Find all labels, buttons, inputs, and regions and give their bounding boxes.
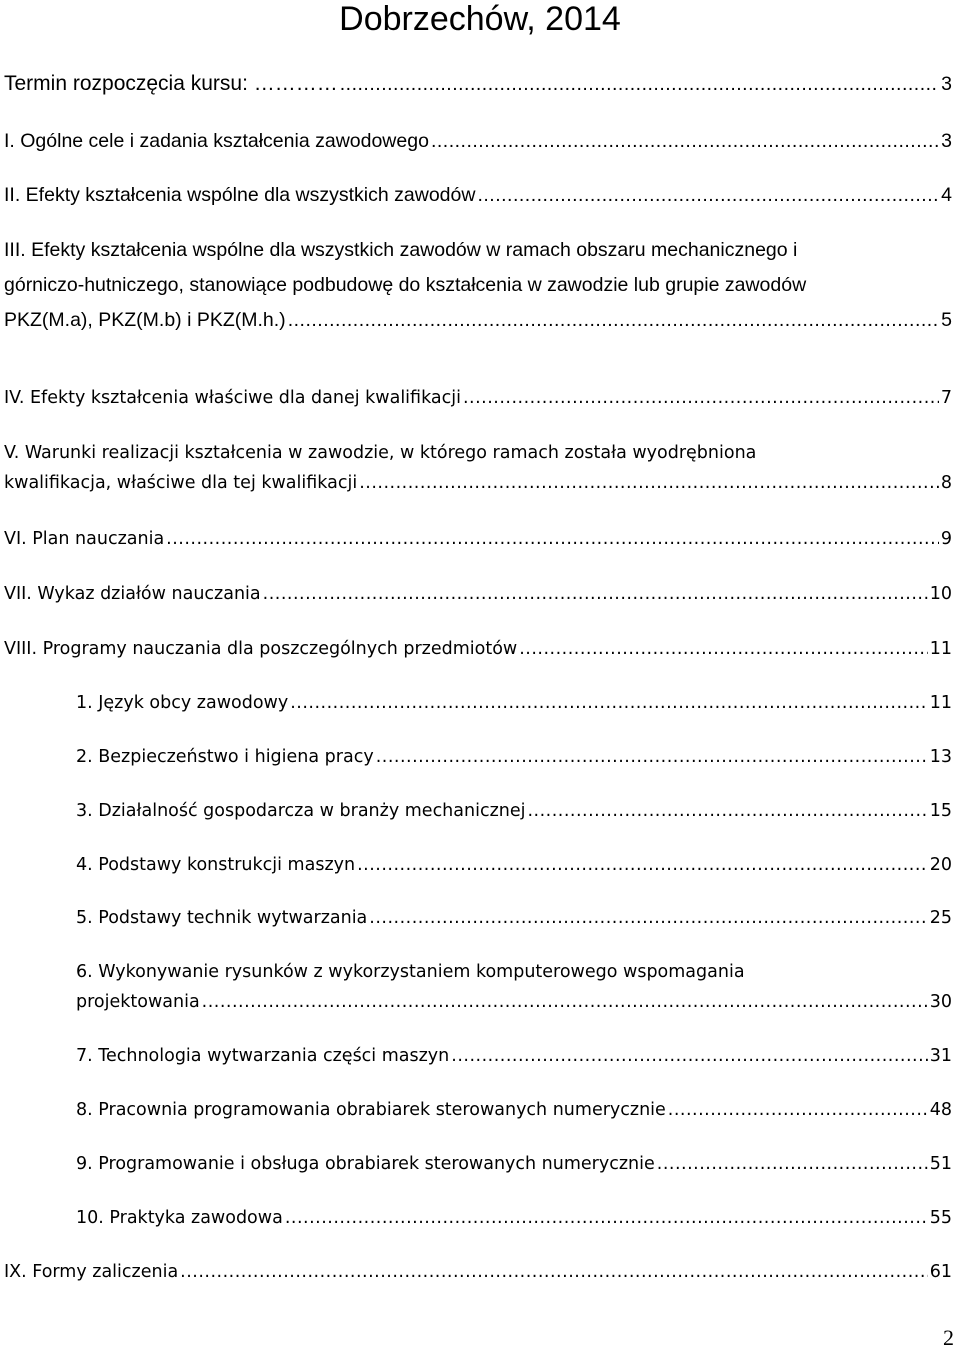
toc-page-number: 30	[929, 992, 952, 1012]
toc-leader	[202, 991, 928, 1013]
toc-entry-label-line: górniczo-hutniczego, stanowiące podbudowę do kształcenia w zawodzie lub grupie zawodów	[4, 274, 807, 296]
toc-entry-label: 9. Programowanie i obsługa obrabiarek sterowanych numerycznie	[76, 1154, 655, 1174]
toc-page-number: 11	[929, 693, 952, 713]
toc-entry-section-v[interactable]	[4, 442, 952, 494]
toc-subentry-3[interactable]	[76, 800, 952, 822]
toc-page-number: 10	[929, 584, 952, 604]
toc-entry-label: VII. Wykaz działów nauczania	[4, 584, 261, 604]
toc-leader	[369, 907, 927, 929]
toc-subentry-7[interactable]	[76, 1045, 952, 1067]
toc-leader	[340, 73, 939, 95]
toc-entry-label: VIII. Programy nauczania dla poszczególnych przedmiotów	[4, 639, 518, 659]
toc-entry-label: VI. Plan nauczania	[4, 529, 165, 549]
toc-subentry-4[interactable]	[76, 854, 952, 876]
toc-entry-label: IV. Efekty kształcenia właściwe dla danej kwalifikacji	[4, 388, 461, 408]
toc-entry-section-ix[interactable]	[4, 1261, 952, 1283]
toc-entry-label: 1. Język obcy zawodowy	[76, 693, 289, 713]
toc-entry-start-date[interactable]	[4, 73, 952, 95]
toc-leader	[431, 130, 939, 152]
toc-leader	[359, 472, 939, 494]
toc-leader	[477, 184, 939, 206]
toc-entry-label: II. Efekty kształcenia wspólne dla wszystkich zawodów	[4, 184, 476, 206]
toc-entry-label-line: projektowania	[76, 992, 200, 1012]
toc-entry-label: 10. Praktyka zawodowa	[76, 1208, 283, 1228]
toc-page-number: 11	[929, 639, 952, 659]
toc-entry-label: I. Ogólne cele i zadania kształcenia zawodowego	[4, 130, 429, 152]
toc-entry-label: 7. Technologia wytwarzania części maszyn	[76, 1046, 450, 1066]
toc-entry-label: IX. Formy zaliczenia	[4, 1262, 179, 1282]
toc-subentry-5[interactable]	[76, 907, 952, 929]
toc-page-number: 5	[941, 309, 952, 331]
toc-leader	[519, 638, 927, 660]
toc-page-number: 31	[929, 1046, 952, 1066]
toc-entry-label: 2. Bezpieczeństwo i higiena pracy	[76, 747, 374, 767]
toc-page-number: 8	[940, 473, 952, 493]
document-title: Dobrzechów, 2014	[339, 0, 621, 38]
toc-leader	[263, 583, 928, 605]
toc-entry-label: Termin rozpoczęcia kursu: …………	[4, 72, 338, 95]
toc-page-number: 48	[929, 1100, 952, 1120]
toc-page-number: 15	[929, 801, 952, 821]
toc-entry-label-line: PKZ(M.a), PKZ(M.b) i PKZ(M.h.)	[4, 309, 286, 331]
toc-page-number: 55	[929, 1208, 952, 1228]
toc-entry-label: 3. Działalność gospodarcza w branży mechanicznej	[76, 801, 526, 821]
toc-page-number: 61	[929, 1262, 952, 1282]
toc-leader	[376, 746, 928, 768]
toc-leader	[288, 309, 939, 331]
toc-entry-section-viii[interactable]	[4, 638, 952, 660]
toc-leader	[290, 692, 928, 714]
toc-entry-label-line: III. Efekty kształcenia wspólne dla wszystkich zawodów w ramach obszaru mechanicznego i	[4, 239, 798, 261]
toc-entry-section-i[interactable]	[4, 130, 952, 152]
toc-leader	[463, 387, 939, 409]
toc-entry-label-line: kwalifikacja, właściwe dla tej kwalifikacji	[4, 473, 358, 493]
toc-entry-section-iii[interactable]	[4, 239, 952, 331]
toc-leader	[166, 528, 939, 550]
toc-leader	[285, 1207, 928, 1229]
toc-entry-label: 8. Pracownia programowania obrabiarek sterowanych numerycznie	[76, 1100, 666, 1120]
toc-entry-label: 5. Podstawy technik wytwarzania	[76, 908, 368, 928]
toc-page-number: 13	[929, 747, 952, 767]
toc-leader	[657, 1153, 928, 1175]
toc-subentry-8[interactable]	[76, 1099, 952, 1121]
toc-subentry-2[interactable]	[76, 746, 952, 768]
toc-leader	[668, 1099, 928, 1121]
toc-entry-label: 4. Podstawy konstrukcji maszyn	[76, 855, 356, 875]
toc-entry-section-iv[interactable]	[4, 387, 952, 409]
page-number: 2	[943, 1325, 954, 1350]
toc-subentry-6[interactable]	[76, 961, 952, 1013]
toc-page-number: 25	[929, 908, 952, 928]
toc-entry-label-line: V. Warunki realizacji kształcenia w zawodzie, w którego ramach została wyodrębniona	[4, 443, 757, 463]
toc-entry-section-vii[interactable]	[4, 583, 952, 605]
toc-page-number: 20	[929, 855, 952, 875]
toc-page-number: 4	[941, 184, 952, 206]
toc-entry-section-vi[interactable]	[4, 528, 952, 550]
toc-page-number: 9	[940, 529, 952, 549]
toc-page-number: 51	[929, 1154, 952, 1174]
toc-subentry-1[interactable]	[76, 692, 952, 714]
toc-entry-label-line: 6. Wykonywanie rysunków z wykorzystaniem komputerowego wspomagania	[76, 962, 745, 982]
toc-page-number: 3	[941, 130, 952, 152]
toc-subentry-10[interactable]	[76, 1207, 952, 1229]
toc-leader	[527, 800, 927, 822]
toc-entry-section-ii[interactable]	[4, 184, 952, 206]
toc-leader	[180, 1261, 928, 1283]
toc-page-number: 3	[941, 73, 952, 95]
toc-leader	[451, 1045, 927, 1067]
toc-subentry-9[interactable]	[76, 1153, 952, 1175]
toc-leader	[357, 854, 928, 876]
toc-page-number: 7	[940, 388, 952, 408]
